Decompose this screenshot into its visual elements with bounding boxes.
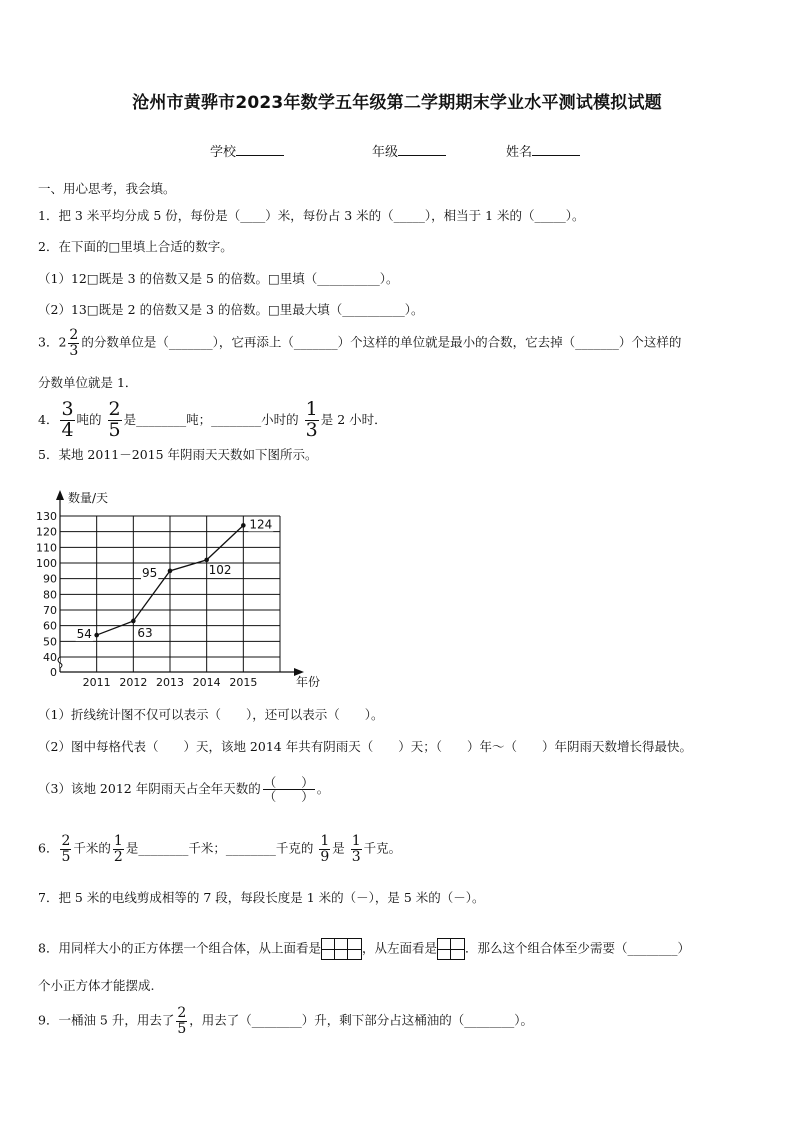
fraction: $\frac{2}{5}$: [177, 1005, 187, 1037]
x-tick-label: 2015: [229, 676, 258, 689]
axis-break: [58, 657, 62, 668]
data-label: 95: [142, 565, 158, 580]
question-5-part-2: （2）图中每格代表（ ）天，该地 2014 年共有阴雨天（ ）天；（ ）年～（ ）年阴雨天数增长得最快。: [38, 739, 692, 754]
left-view-grid-icon: [437, 938, 465, 960]
data-point: [168, 569, 173, 574]
y-axis-label: 数量/天: [68, 491, 109, 505]
question-1: 1．把 3 米平均分成 5 份，每份是（____）米，每份占 3 米的（_____），相当于 1 米的（_____）。: [38, 208, 585, 223]
question-3: 3．2 $\frac{2}{3}$ 的分数单位是（_______），它再添上（_______）个这样的单位就是最小的合数，它去掉（_______）个这样的: [38, 327, 682, 359]
page-title: 沧州市黄骅市2023年数学五年级第二学期期末学业水平测试模拟试题: [132, 93, 662, 113]
section-heading: 一、用心思考，我会填。: [38, 181, 176, 196]
y-tick-label: 50: [43, 635, 57, 649]
fraction: $\frac{1}{9}$: [320, 833, 330, 865]
question-5: 5．某地 2011－2015 年阴雨天天数如下图所示。: [38, 447, 318, 462]
y-tick-label: 120: [36, 525, 57, 539]
question-5-part-3: （3）该地 2012 年阴雨天占全年天数的 $\frac{( )}{( )}$ 。: [38, 775, 330, 805]
question-6: 6． $\frac{2}{5}$ 千米的 $\frac{1}{2}$ 是________千米；________千克的 $\frac{1}{9}$ 是 $\frac{1}{3}$ 千克。: [38, 833, 402, 865]
data-label: 102: [208, 562, 232, 577]
y-tick-label: 70: [43, 604, 57, 617]
question-2-part-2: （2）13□既是 2 的倍数又是 3 的倍数。□里最大填（__________）。: [38, 302, 424, 317]
data-point: [204, 558, 209, 563]
data-point: [241, 523, 246, 528]
question-2-part-1: （1）12□既是 3 的倍数又是 5 的倍数。□里填（__________）。: [38, 271, 399, 286]
question-8-continued: 个小正方体才能摆成.: [38, 978, 155, 993]
fraction: $\frac{2}{5}$: [108, 398, 121, 441]
question-8: 8．用同样大小的正方体摆一个组合体，从上面看是 ，从左面看是 ．那么这个组合体至少需要（________）: [38, 938, 690, 960]
y-tick-label: 130: [36, 510, 57, 523]
fraction-blank: $\frac{( )}{( )}$: [263, 775, 314, 805]
line-chart: [30, 486, 320, 696]
school-field: 学校: [210, 141, 284, 160]
school-blank: [236, 142, 284, 156]
question-5-part-1: （1）折线统计图不仅可以表示（ ），还可以表示（ ）。: [38, 707, 384, 722]
question-2: 2．在下面的□里填上合适的数字。: [38, 239, 233, 254]
y-tick-label: 40: [43, 651, 57, 664]
y-tick-label: 90: [43, 572, 57, 586]
x-tick-label: 2012: [119, 676, 148, 689]
x-tick-label: 2014: [192, 676, 221, 689]
name-field: 姓名: [506, 141, 580, 160]
name-blank: [532, 142, 580, 156]
mixed-fraction: $\frac{2}{3}$: [69, 327, 79, 359]
grade-field: 年级: [372, 141, 446, 160]
x-axis-label: 年份: [296, 675, 320, 689]
fraction: $\frac{1}{3}$: [351, 833, 361, 865]
question-3-continued: 分数单位就是 1．: [38, 375, 138, 390]
x-tick-label: 2013: [156, 676, 184, 689]
fraction: $\frac{1}{3}$: [305, 398, 318, 441]
top-view-grid-icon: [321, 938, 362, 960]
data-label: 54: [76, 627, 92, 642]
data-label: 63: [137, 625, 153, 640]
y-tick-label: 0: [50, 666, 57, 679]
y-axis-arrow: [56, 490, 64, 500]
y-tick-label: 60: [43, 619, 57, 633]
question-9: 9．一桶油 5 升，用去了 $\frac{2}{5}$ ，用去了（________）升，剩下部分占这桶油的（________）。: [38, 1005, 534, 1037]
data-label: 124: [249, 517, 273, 532]
grade-blank: [398, 142, 446, 156]
y-tick-label: 100: [36, 557, 57, 570]
y-tick-label: 110: [36, 541, 57, 555]
fraction: $\frac{3}{4}$: [61, 398, 74, 441]
fraction: $\frac{1}{2}$: [113, 833, 123, 865]
x-tick-label: 2011: [82, 676, 111, 689]
data-point: [131, 619, 136, 624]
question-4: 4． $\frac{3}{4}$ 吨的 $\frac{2}{5}$ 是________吨；________小时的 $\frac{1}{3}$ 是 2 小时．: [38, 398, 387, 441]
data-point: [94, 633, 99, 638]
fraction: $\frac{2}{5}$: [61, 833, 71, 865]
question-7: 7．把 5 米的电线剪成相等的 7 段，每段长度是 1 米的（－），是 5 米的（－）。: [38, 890, 485, 905]
y-tick-label: 80: [43, 588, 57, 602]
